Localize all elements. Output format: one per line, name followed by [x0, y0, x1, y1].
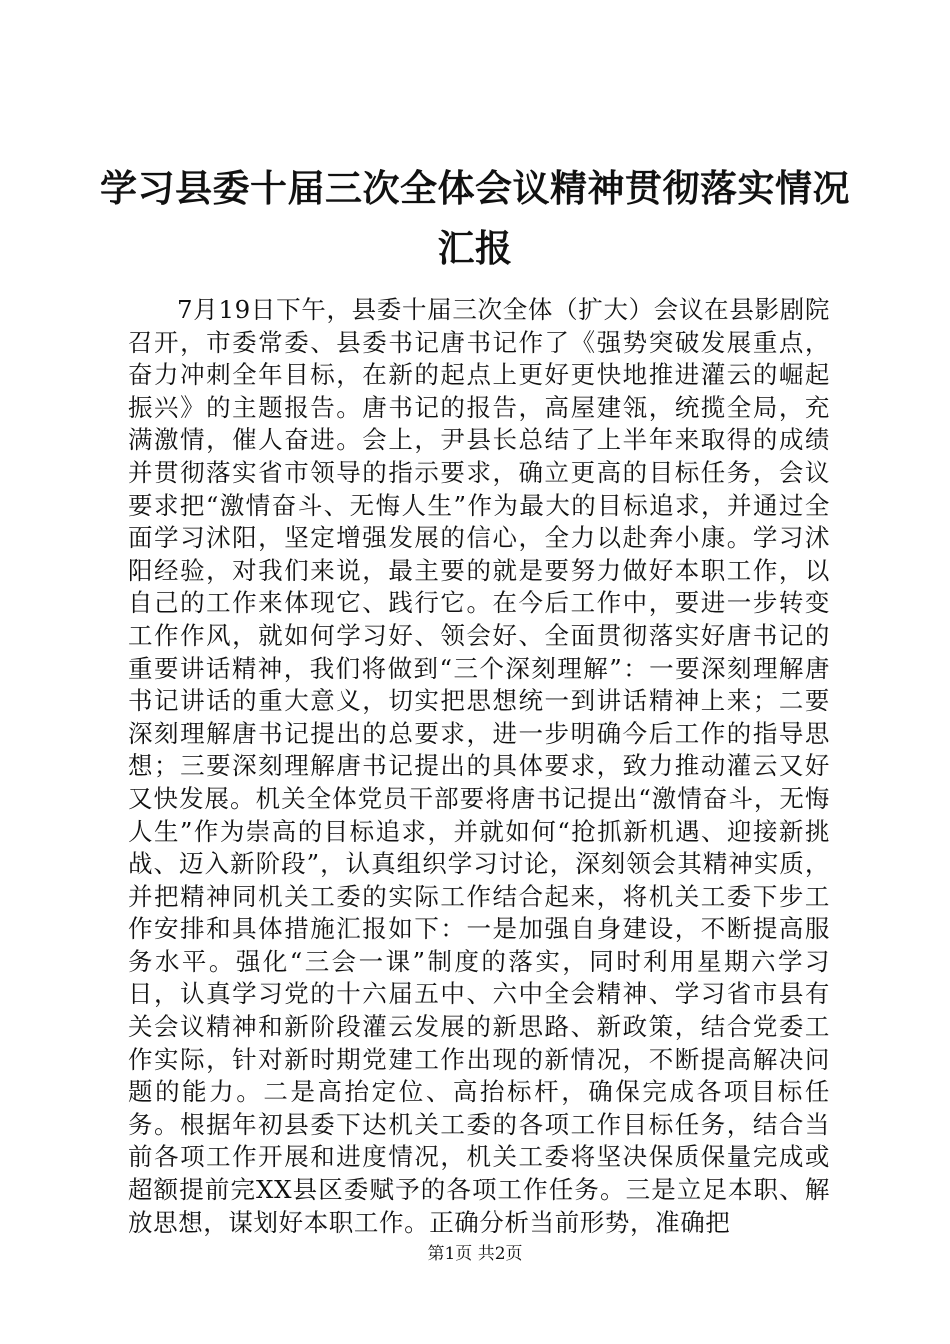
- document-title: [100, 158, 850, 278]
- body-paragraph: 7月19日下午，县委十届三次全体（扩大）会议在县影剧院召开，市委常委、县委书记唐书记作了《强势突破发展重点，奋力冲刺全年目标，在新的起点上更好更快地推进灌云的崛起振兴》的主题报告。唐书记的报告，高屋建瓴，统揽全局，充满激情，催人奋进。会上，尹县长总结了上半年来取得的成绩并贯彻落实省市领导的指示要求，确立更高的目标任务，会议要求把“激情奋斗、无悔人生”作为最大的目标追求，并通过全面学习沭阳，坚定增强发展的信心，全力以赴奔小康。学习沭阳经验，对我们来说，最主要的就是要努力做好本职工作，以自己的工作来体现它、践行它。在今后工作中，要进一步转变工作作风，就如何学习好、领会好、全面贯彻落实好唐书记的重要讲话精神，我们将做到“三个深刻理解”：一要深刻理解唐书记讲话的重大意义，切实把思想统一到讲话精神上来；二要深刻理解唐书记提出的总要求，进一步明确今后工作的指导思想；三要深刻理解唐书记提出的具体要求，致力推动灌云又好又快发展。机关全体党员干部要将唐书记提出“激情奋斗，无悔人生”作为崇高的目标追求，并就如何“抢抓新机遇、迎接新挑战、迈入新阶段”，认真组织学习讨论，深刻领会其精神实质，并把精神同机关工委的实际工作结合起来，将机关工委下步工作安排和具体措施汇报如下：一是加强自身建设，不断提高服务水平。强化“三会一课”制度的落实，同时利用星期六学习日，认真学习党的十六届五中、六中全会精神、学习省市县有关会议精神和新阶段灌云发展的新思路、新政策，结合党委工作实际，针对新时期党建工作出现的新情况，不断提高解决问题的能力。二是高抬定位、高抬标杆，确保完成各项目标任务。根据年初县委下达机关工委的各项工作目标任务，结合当前各项工作开展和进度情况，机关工委将坚决保质保量完成或超额提前完XX县区委赋予的各项工作任务。三是立足本职、解放思想，谋划好本职工作。正确分析当前形势，准确把: [128, 295, 830, 1237]
- title-line-2: 汇报: [437, 226, 513, 270]
- page-footer: 第1页 共2页: [427, 1244, 523, 1264]
- title-line-1: 学习县委十届三次全体会议精神贯彻落实情况: [100, 166, 850, 210]
